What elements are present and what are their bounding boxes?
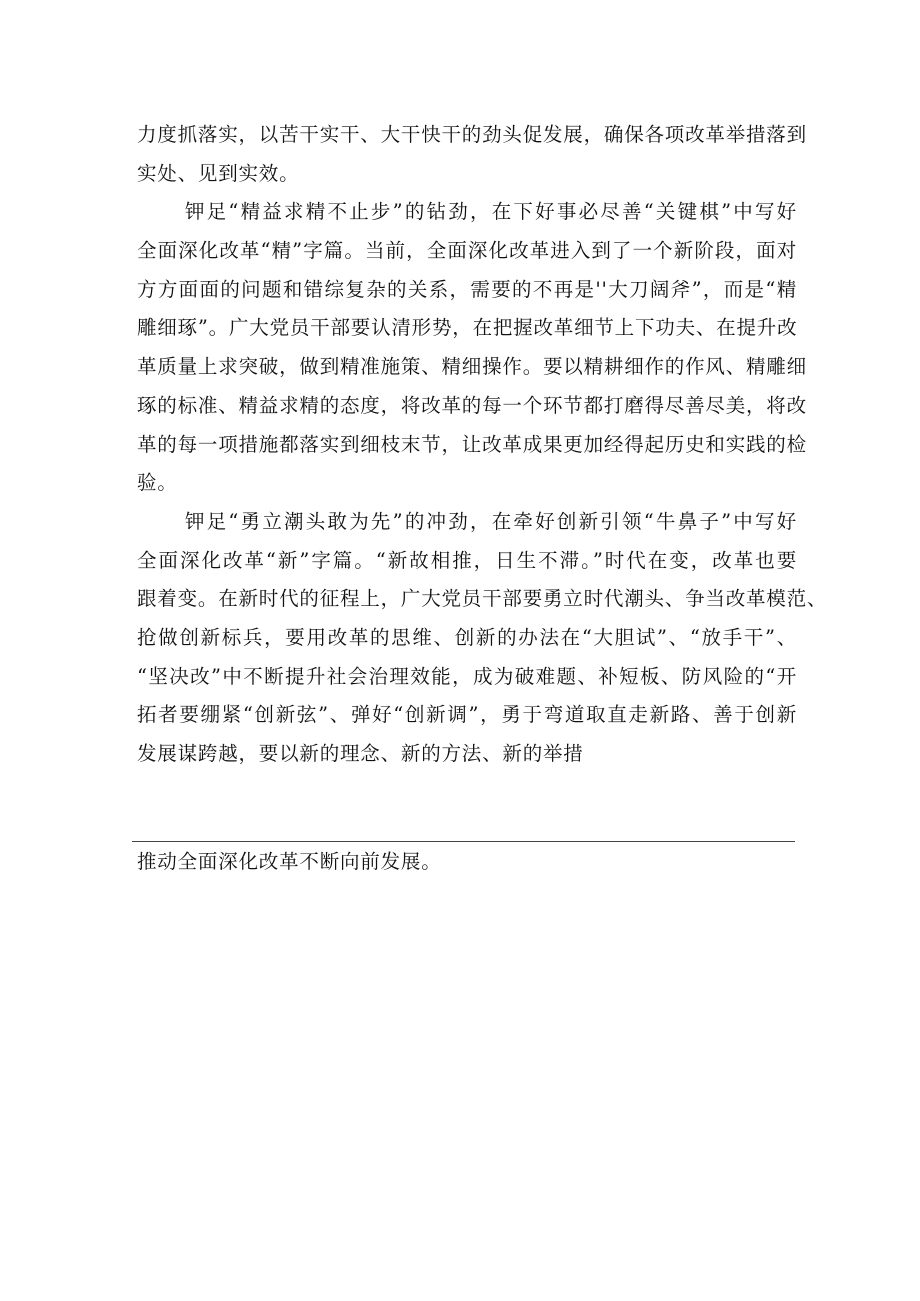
paragraph-start-line: 钾足“精益求精不止步”的钻劲，在下好事必尽善“关键棋”中写好 [185,200,797,224]
text-line: 验。 [137,471,178,495]
text-line: 雕细琢”。广大党员干部要认清形势，在把握改革细节上下功夫、在提升改 [137,316,798,340]
body-text [137,116,828,774]
text-line: 力度抓落实，以苦干实干、大干快干的劲头促发展，确保各项改革举措落到 [137,123,807,146]
final-line: 推动全面深化改革不断向前发展。 [137,850,442,873]
text-line: 琢的标准、精益求精的态度，将改革的每一个环节都打磨得尽善尽美，将改 [137,393,807,417]
text-line: 抢做创新标兵，要用改革的思维、创新的办法在“大胆试”、“放手干”、 [137,625,797,649]
horizontal-rule [132,841,795,842]
text-line: 跟着变。在新时代的征程上，广大党员干部要勇立时代潮头、争当改革模范、 [137,587,828,611]
text-line: 全面深化改革“精”字篇。当前，全面深化改革进入到了一个新阶段，面对 [137,239,797,263]
text-line: 革质量上求突破，做到精准施策、精细操作。要以精耕细作的作风、精雕细 [137,355,807,379]
text-line: “坚决改”中不断提升社会治理效能，成为破难题、补短板、防风险的“开 [137,664,797,688]
paragraph-start-line: 钾足“勇立潮头敢为先”的冲劲，在牵好创新引领“牛鼻子”中写好 [185,509,797,533]
text-line: 实处、见到实效。 [137,161,300,185]
text-line: 革的每一项措施都落实到细枝末节，让改革成果更加经得起历史和实践的检 [137,432,807,456]
text-line: 发展谋跨越，要以新的理念、新的方法、新的举措 [137,742,584,765]
text-line: 方方面面的问题和错综复杂的关系，需要的不再是''大刀阔斧”，而是“精 [137,277,797,301]
text-line: 全面深化改革“新”字篇。“新故相推，日生不滞。”时代在变，改革也要 [137,548,797,572]
text-line: 拓者要绷紧“创新弦”、弹好“创新调”，勇于弯道取直走新路、善于创新 [137,703,797,727]
